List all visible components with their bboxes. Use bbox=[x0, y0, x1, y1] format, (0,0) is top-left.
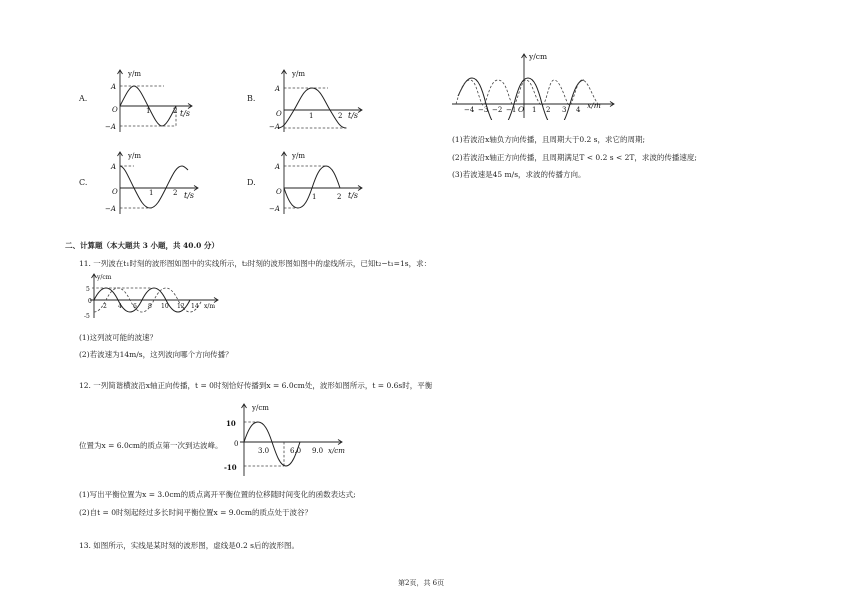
svg-text:y/cm: y/cm bbox=[529, 52, 548, 61]
svg-text:2: 2 bbox=[103, 303, 107, 310]
svg-text:8: 8 bbox=[148, 303, 152, 310]
option-a-label: A. bbox=[79, 94, 88, 103]
q10-wave-figure bbox=[448, 50, 618, 120]
q11-wave-figure bbox=[82, 272, 222, 322]
svg-text:y/m: y/m bbox=[292, 70, 305, 78]
svg-text:y/m: y/m bbox=[292, 152, 305, 160]
svg-text:−1: −1 bbox=[506, 106, 517, 114]
svg-text:x/cm: x/cm bbox=[328, 447, 345, 455]
q10-sub1: (1)若波沿x轴负方向传播，且周期大于0.2 s，求它的周期; bbox=[452, 135, 646, 144]
svg-text:t/s: t/s bbox=[180, 109, 191, 118]
svg-text:2: 2 bbox=[173, 107, 178, 115]
svg-text:−A: −A bbox=[105, 123, 116, 131]
svg-text:−2: −2 bbox=[492, 106, 503, 114]
svg-text:9.0: 9.0 bbox=[312, 447, 324, 455]
option-b-label: B. bbox=[247, 94, 256, 103]
q12-wave-figure bbox=[222, 400, 372, 478]
svg-text:O: O bbox=[112, 106, 118, 114]
svg-text:A: A bbox=[111, 83, 117, 91]
svg-text:A: A bbox=[275, 163, 281, 171]
svg-text:-5: -5 bbox=[84, 313, 90, 320]
option-d-label: D. bbox=[247, 178, 256, 187]
svg-text:A: A bbox=[111, 163, 117, 171]
dashed-wave bbox=[456, 80, 598, 105]
svg-text:1: 1 bbox=[309, 112, 314, 120]
q11-sub2: (2)若波速为14m/s，这列波向哪个方向传播？ bbox=[79, 350, 233, 359]
option-a-graph bbox=[104, 66, 196, 136]
svg-text:−3: −3 bbox=[478, 106, 489, 114]
section-title: 二、计算题（本大题共 3 小题，共 40.0 分） bbox=[65, 241, 219, 250]
svg-text:0: 0 bbox=[88, 298, 92, 305]
svg-text:1: 1 bbox=[149, 189, 154, 197]
q10-sub3: (3)若波速是45 m/s，求波的传播方向。 bbox=[452, 170, 586, 179]
svg-text:O: O bbox=[276, 188, 282, 196]
svg-text:x/m: x/m bbox=[204, 303, 216, 310]
svg-text:0: 0 bbox=[234, 440, 239, 448]
svg-text:−A: −A bbox=[269, 123, 280, 131]
wave-c bbox=[120, 166, 188, 208]
q12-sub2: (2)自t = 0时刻起经过多长时间平衡位置x = 9.0cm的质点处于波谷？ bbox=[79, 508, 312, 517]
q12-solid bbox=[244, 422, 300, 466]
svg-text:−A: −A bbox=[269, 205, 280, 213]
svg-text:1: 1 bbox=[146, 107, 151, 115]
svg-text:1: 1 bbox=[312, 193, 317, 201]
option-c-label: C. bbox=[79, 178, 88, 187]
q12-stem-continued: 位置为x = 6.0cm的质点第一次到达波峰。 bbox=[79, 441, 223, 450]
svg-text:2: 2 bbox=[546, 106, 551, 114]
wave-b bbox=[278, 88, 346, 128]
svg-text:y/m: y/m bbox=[128, 152, 141, 160]
option-b-graph bbox=[268, 66, 366, 136]
svg-text:O: O bbox=[112, 188, 118, 196]
svg-text:−4: −4 bbox=[464, 106, 475, 114]
svg-text:x/m: x/m bbox=[587, 101, 601, 110]
svg-text:4: 4 bbox=[576, 106, 581, 114]
svg-text:10: 10 bbox=[161, 303, 169, 310]
svg-text:2: 2 bbox=[337, 193, 342, 201]
svg-text:6: 6 bbox=[133, 303, 137, 310]
svg-text:O: O bbox=[518, 105, 525, 114]
svg-text:2: 2 bbox=[173, 189, 178, 197]
svg-text:y/cm: y/cm bbox=[252, 404, 269, 412]
svg-text:A: A bbox=[275, 85, 281, 93]
svg-text:2: 2 bbox=[338, 112, 343, 120]
svg-text:3.0: 3.0 bbox=[258, 447, 270, 455]
svg-text:1: 1 bbox=[532, 106, 537, 114]
q11-sub1: (1)这列波可能的波速？ bbox=[79, 333, 158, 342]
svg-text:5: 5 bbox=[86, 286, 90, 293]
svg-text:14: 14 bbox=[191, 303, 199, 310]
svg-text:O: O bbox=[276, 110, 282, 118]
q11-stem: 11. 一列波在t₁时刻的波形图如图中的实线所示，t₂时刻的波形图如图中的虚线所示，已知t₂−t₁=1s，求： bbox=[79, 259, 432, 268]
q12-stem: 12. 一列简谐横波沿x轴正向传播，t = 0时刻恰好传播到x = 6.0cm处，波形如图所示，t = 0.6s时，平衡 bbox=[79, 381, 433, 390]
option-d-graph bbox=[268, 148, 366, 218]
svg-text:6.0: 6.0 bbox=[290, 447, 302, 455]
svg-text:t/s: t/s bbox=[348, 191, 359, 200]
svg-text:3: 3 bbox=[562, 106, 567, 114]
svg-text:10: 10 bbox=[226, 419, 236, 428]
option-c-graph bbox=[104, 148, 202, 218]
page-footer: 第2页，共 6页 bbox=[398, 579, 445, 587]
q13-stem: 13. 如图所示，实线是某时刻的波形图，虚线是0.2 s后的波形图。 bbox=[79, 541, 299, 550]
q12-sub1: (1)写出平衡位置为x = 3.0cm的质点离开平衡位置的位移随时间变化的函数表达式; bbox=[79, 490, 356, 499]
svg-text:t/s: t/s bbox=[348, 111, 359, 120]
svg-text:4: 4 bbox=[118, 303, 122, 310]
svg-text:-10: -10 bbox=[224, 463, 237, 472]
svg-text:t/s: t/s bbox=[184, 191, 195, 200]
wave-d bbox=[284, 166, 340, 208]
svg-text:y/cm: y/cm bbox=[97, 274, 112, 281]
svg-text:12: 12 bbox=[177, 303, 185, 310]
ylabel: y/m bbox=[128, 70, 141, 78]
svg-text:−A: −A bbox=[105, 205, 116, 213]
q10-sub2: (2)若波沿x轴正方向传播，且周期满足T < 0.2 s < 2T，求波的传播速度; bbox=[452, 153, 697, 162]
